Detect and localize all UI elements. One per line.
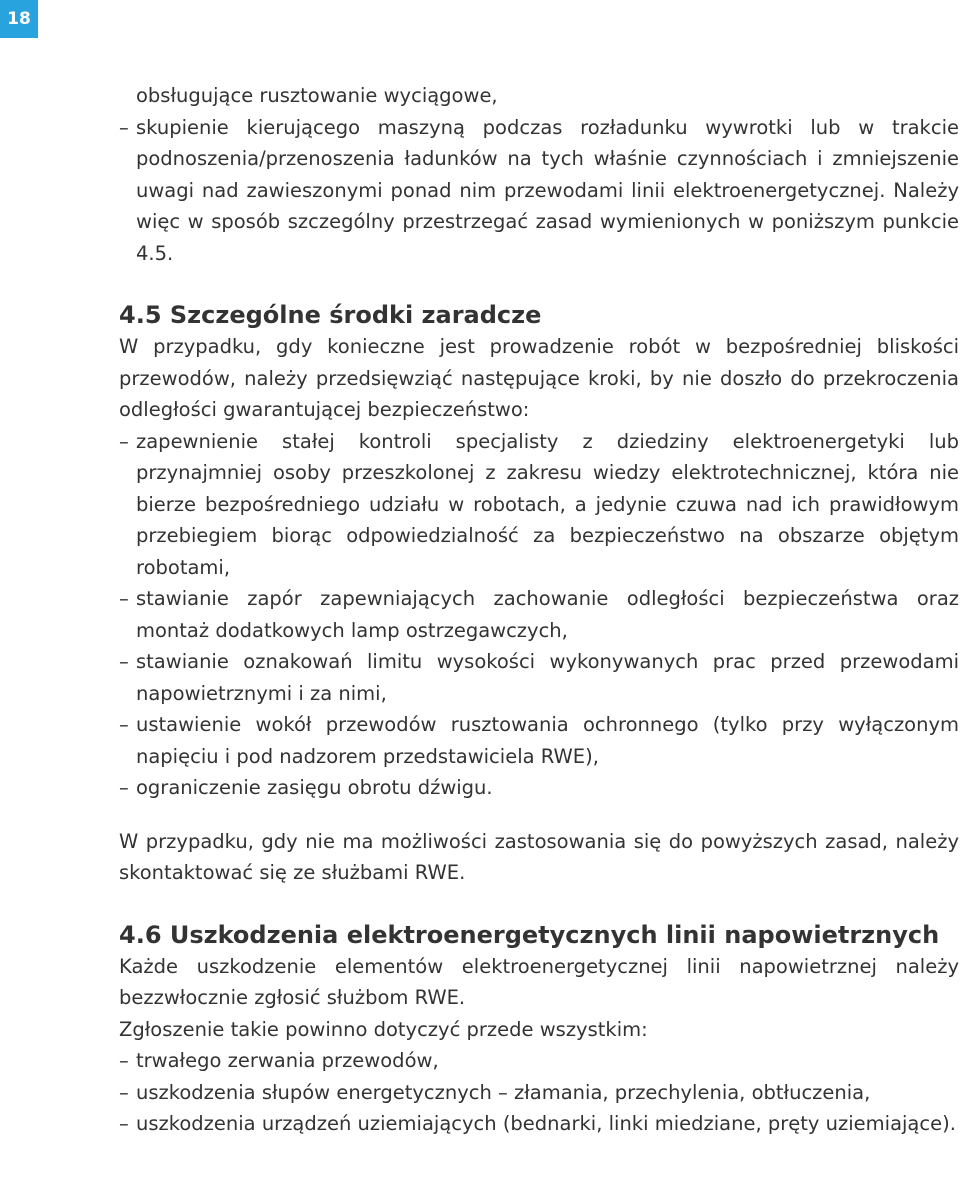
section-4-6-list [119, 1045, 959, 1140]
list-item: – ograniczenie zasięgu obrotu dźwigu. [119, 772, 959, 804]
list-item: – trwałego zerwania przewodów, [119, 1045, 959, 1077]
list-item: – zapewnienie stałej kontroli specjalisty z dziedziny elektroenergetyki lub przynajmniej osoby przeszkolonej z zakresu wiedzy elektrotechnicznej, która nie bierze bezpośredniego udziału w robotach, a jedynie czuwa nad ich prawidłowym przebiegiem biorąc odpowiedzialność za bezpieczeństwo na obszarze objętym robotami, [119, 426, 959, 584]
list-item: – skupienie kierującego maszyną podczas rozładunku wywrotki lub w trakcie podnoszenia/przenoszenia ładunków na tych właśnie czynnościach i zmniejszenie uwagi nad zawieszonymi ponad nim przewodami linii elektroenergetycznej. Należy więc w sposób szczególny przestrzegać zasad wymienionych w poniższym punkcie 4.5. [119, 112, 959, 270]
section-4-6-paragraph-1: Każde uszkodzenie elementów elektroenergetycznej linii napowietrznej należy bezzwłocznie zgłosić służbom RWE. [119, 954, 959, 1009]
section-4-5-list [119, 426, 959, 804]
section-heading-4-5: 4.5 Szczególne środki zaradcze [119, 301, 542, 329]
document-body [119, 80, 959, 1140]
intro-list [119, 112, 959, 270]
list-item: – uszkodzenia urządzeń uziemiających (bednarki, linki miedziane, pręty uziemiające). [119, 1108, 959, 1140]
page-number: 18 [0, 0, 38, 38]
intro-continuation: obsługujące rusztowanie wyciągowe, [136, 84, 498, 107]
list-item: – ustawienie wokół przewodów rusztowania ochronnego (tylko przy wyłączonym napięciu i pod nadzorem przedstawiciela RWE), [119, 709, 959, 772]
list-item: – uszkodzenia słupów energetycznych – złamania, przechylenia, obtłuczenia, [119, 1077, 959, 1109]
section-4-5-closing: W przypadku, gdy nie ma możliwości zastosowania się do powyższych zasad, należy skontaktować się ze służbami RWE. [119, 829, 959, 884]
section-heading-4-6: 4.6 Uszkodzenia elektroenergetycznych linii napowietrznych [119, 920, 940, 949]
section-4-6-paragraph-2: Zgłoszenie takie powinno dotyczyć przede wszystkim: [119, 1017, 648, 1041]
list-item: – stawianie zapór zapewniających zachowanie odległości bezpieczeństwa oraz montaż dodatkowych lamp ostrzegawczych, [119, 583, 959, 646]
section-4-5-intro: W przypadku, gdy konieczne jest prowadzenie robót w bezpośredniej bliskości przewodów, należy przedsięwziąć następujące kroki, by nie doszło do przekroczenia odległości gwarantującej bezpieczeństwo: [119, 335, 959, 421]
list-item: – stawianie oznakowań limitu wysokości wykonywanych prac przed przewodami napowietrznymi i za nimi, [119, 646, 959, 709]
